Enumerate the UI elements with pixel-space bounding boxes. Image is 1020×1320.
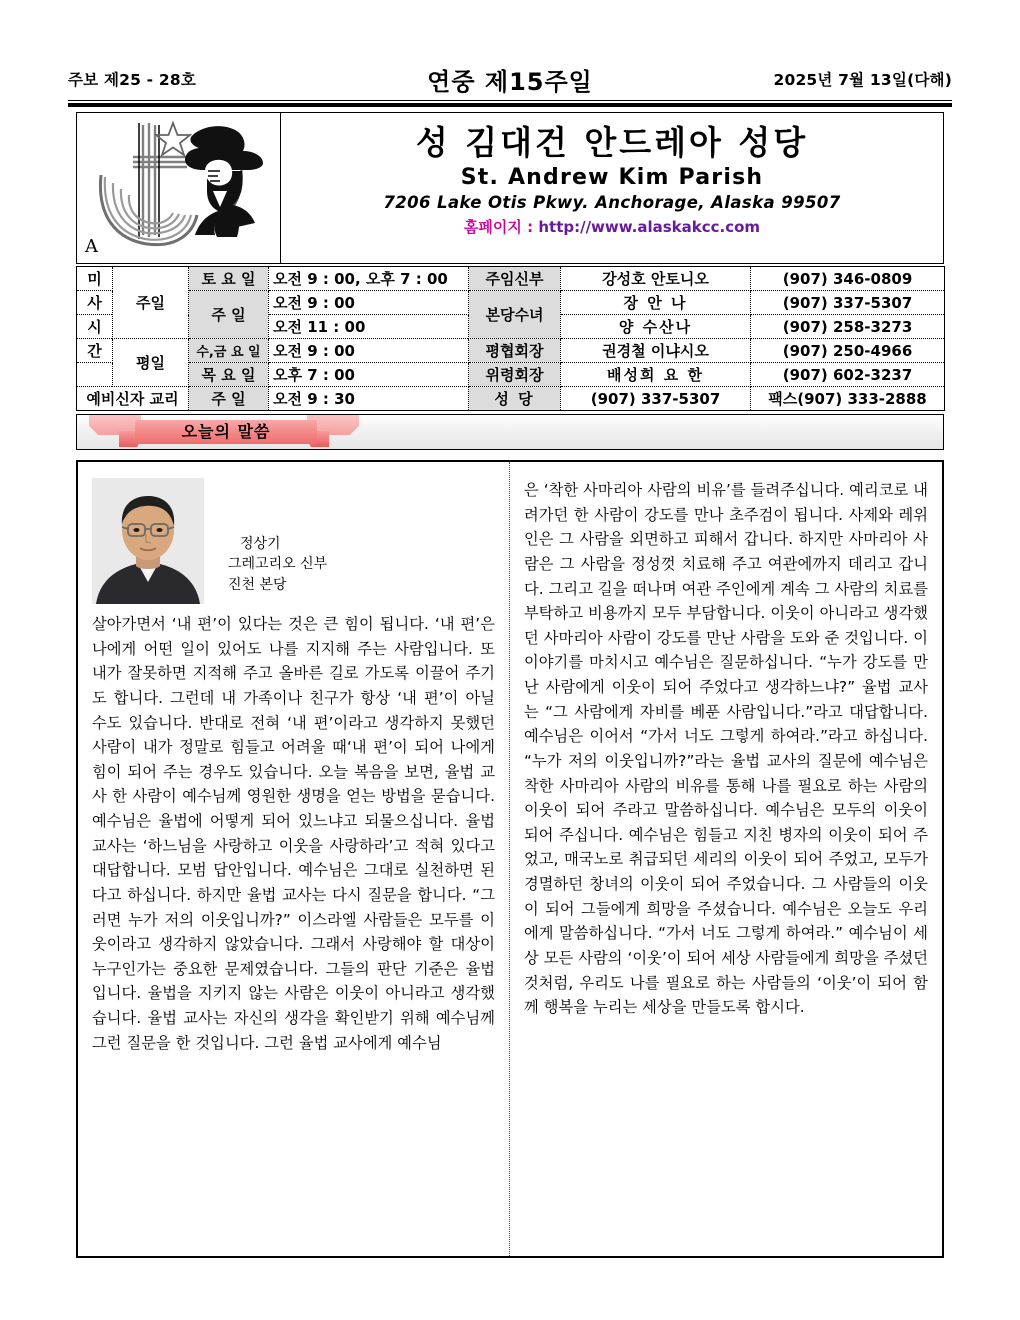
- table-row: [77, 387, 945, 411]
- table-row: [77, 363, 945, 387]
- contact-role-4: 평협회장: [469, 339, 561, 363]
- church-name-korean: 성 김대건 안드레아 성당: [415, 123, 809, 162]
- schedule-time-4: 오전 9 : 00: [269, 339, 469, 363]
- masthead-rule-thin: [68, 100, 952, 101]
- catechumen-day: 주 일: [189, 387, 269, 411]
- contact-phone-5: (907) 602-3237: [751, 363, 945, 387]
- mass-label-char-2: 사: [77, 291, 113, 315]
- parish-office-fax: 팩스(907) 333-2888: [751, 387, 945, 411]
- schedule-group-sunday: 주일: [113, 267, 189, 339]
- contact-name-3: 양 수산나: [561, 315, 751, 339]
- parish-office-phone: (907) 337-5307: [561, 387, 751, 411]
- schedule-contact-table: [76, 266, 945, 411]
- contact-name-5: 배성희 요 한: [561, 363, 751, 387]
- banner-title: 오늘의 말씀: [181, 422, 271, 441]
- parish-title-cell: [281, 113, 943, 263]
- article-text-right: [524, 478, 928, 1020]
- contact-phone-1: (907) 346-0809: [751, 267, 945, 291]
- schedule-day-1: 토 요 일: [189, 267, 269, 291]
- article-box: [76, 460, 944, 1258]
- church-website-line: [281, 216, 943, 237]
- priest-portrait-icon: [92, 478, 204, 604]
- masthead-rule-thick: [68, 103, 952, 107]
- priest-name: 정상기: [240, 536, 281, 552]
- priest-parish: 진천 본당: [228, 576, 287, 593]
- parish-office-label: 성 당: [469, 387, 561, 411]
- schedule-time-1: 오전 9 : 00, 오후 7 : 00: [269, 267, 469, 291]
- article-paragraph-left: 살아가면서 ‘내 편’이 있다는 것은 큰 힘이 됩니다. ‘내 편’은 나에게 어떤 일이 있어도 나를 지지해 주는 사람입니다. 또 내가 잘못하면 지적해 주고 올바른 길로 가도록 이끌어 주기도 합니다. 그런데 내 가족이나 친구가 항상 ‘내 편’이 아닐 수도 있습니다. 반대로 전혀 ‘내 편’이라고 생각하지 못했던 사람이 내가 정말로 힘들고 어려울 때‘내 편’이 되어 나에게 힘이 되어 주는 경우도 있습니다. 오늘 복음을 보면, 율법 교사 한 사람이 예수님께 영원한 생명을 얻는 방법을 묻습니다. 예수님은 율법에 어떻게 되어 있느냐고 되물으십니다. 율법 교사는 ‘하느님을 사랑하고 이웃을 사랑하라’고 적혀 있다고 대답합니다. 모범 답안입니다. 예수님은 그대로 실천하면 된다고 하십니다. 하지만 율법 교사는 다시 질문을 합니다. “그러면 누가 저의 이웃입니까?” 이스라엘 사람들은 모두를 이웃이라고 생각하지 않았습니다. 그래서 사랑해야 할 대상이 누구인가는 중요한 문제였습니다. 그들의 판단 기준은 율법입니다. 율법을 지키지 않는 사람은 이웃이 아니라고 생각했습니다. 율법 교사는 자신의 생각을 확인받기 위해 예수님께 그런 질문을 한 것입니다. 그런 율법 교사에게 예수님: [92, 615, 495, 1052]
- article-text-left: [92, 612, 495, 1055]
- schedule-day-4: 수,금 요 일: [189, 339, 269, 363]
- table-row: [77, 291, 945, 315]
- contact-phone-2: (907) 337-5307: [751, 291, 945, 315]
- contact-name-1: 강성호 안토니오: [561, 267, 751, 291]
- contact-role-5: 위령회장: [469, 363, 561, 387]
- contact-phone-4: (907) 250-4966: [751, 339, 945, 363]
- priest-header: [92, 478, 495, 604]
- article-column-left: [78, 462, 510, 1256]
- priest-caption: [228, 478, 327, 595]
- schedule-time-5: 오후 7 : 00: [269, 363, 469, 387]
- mass-label-char-1: 미: [77, 267, 113, 291]
- masthead-issue: 주보 제25 - 28호: [68, 71, 197, 89]
- contact-role-2: 본당수녀: [469, 291, 561, 339]
- website-url[interactable]: http://www.alaskakcc.com: [538, 218, 761, 237]
- contact-role-1: 주임신부: [469, 267, 561, 291]
- catechumen-time: 오전 9 : 30: [269, 387, 469, 411]
- website-label: 홈페이지 :: [463, 218, 534, 237]
- contact-phone-3: (907) 258-3273: [751, 315, 945, 339]
- schedule-group-weekday: 평일: [113, 339, 189, 387]
- priest-photo: [92, 478, 204, 604]
- logo-letter-a: A: [85, 236, 98, 257]
- masthead-date: 2025년 7월 13일(다해): [773, 71, 952, 89]
- parish-header-box: [76, 112, 944, 264]
- article-paragraph-right: 은 ‘착한 사마리아 사람의 비유’를 들려주십니다. 예리코로 내려가던 한 사람이 강도를 만나 초주검이 됩니다. 사제와 레위인은 그 사람을 외면하고 피해서 갑니다. 하지만 사마리아 사람은 그 사람을 정성껏 치료해 주고 여관에까지 데리고 갑니다. 그리고 길을 떠나며 여관 주인에게 계속 그 사람의 치료를 부탁하고 비용까지 모두 부담합니다. 이웃이 아니라고 생각했던 사마리아 사람이 강도를 만난 사람을 도와 준 것입니다. 이 이야기를 마치시고 예수님은 질문하십니다. “누가 강도를 만난 사람에게 이웃이 되어 주었다고 생각하느냐?” 율법 교사는 “그 사람에게 자비를 베푼 사람입니다.”라고 대답합니다. 예수님은 이어서 “가서 너도 그렇게 하여라.”라고 하십니다. “누가 저의 이웃입니까?”라는 율법 교사의 질문에 예수님은 착한 사마리아 사람의 비유를 통해 나를 필요로 하는 사람의 이웃이 되어 주라고 말씀하십니다. 예수님은 모두의 이웃이 되어 주십니다. 예수님은 힘들고 지친 병자의 이웃이 되어 주었고, 매국노로 취급되던 세리의 이웃이 되어 주었고, 모두가 경멸하던 창녀의 이웃이 되어 주었습니다. 그 사람들의 이웃이 되어 그들에게 희망을 주셨습니다. 예수님은 오늘도 우리에게 말씀하십니다. “가서 너도 그렇게 하여라.” 예수님이 세상 모든 사람의 ‘이웃’이 되어 세상 사람들에게 희망을 주셨던 것처럼, 우리도 나를 필요로 하는 사람들의 ‘이웃’이 되어 함께 행복을 누리는 세상을 만들도록 합시다.: [524, 481, 928, 1017]
- mass-label-char-3: 시: [77, 315, 113, 339]
- catechumen-label: 예비신자 교리: [77, 387, 189, 411]
- parish-logo-icon: [87, 115, 273, 261]
- contact-name-4: 권경철 이냐시오: [561, 339, 751, 363]
- priest-title: 그레고리오 신부: [228, 556, 328, 573]
- parish-logo-cell: [77, 113, 281, 263]
- church-address: 7206 Lake Otis Pkwy. Anchorage, Alaska 99507: [383, 193, 841, 213]
- mass-label-char-4: 간: [77, 339, 113, 363]
- article-column-right: [510, 462, 942, 1256]
- church-name-english: St. Andrew Kim Parish: [460, 165, 764, 191]
- schedule-time-2: 오전 9 : 00: [269, 291, 469, 315]
- mass-label-spacer: [77, 363, 113, 387]
- masthead: [68, 62, 952, 96]
- todays-word-banner: [76, 414, 944, 450]
- table-row: [77, 267, 945, 291]
- contact-name-2: 장 안 나: [561, 291, 751, 315]
- ribbon-graphic: [89, 415, 359, 449]
- schedule-day-5: 목 요 일: [189, 363, 269, 387]
- masthead-title: 연중 제15주일: [427, 67, 593, 96]
- schedule-day-2: 주 일: [189, 291, 269, 339]
- table-row: [77, 339, 945, 363]
- schedule-time-3: 오전 11 : 00: [269, 315, 469, 339]
